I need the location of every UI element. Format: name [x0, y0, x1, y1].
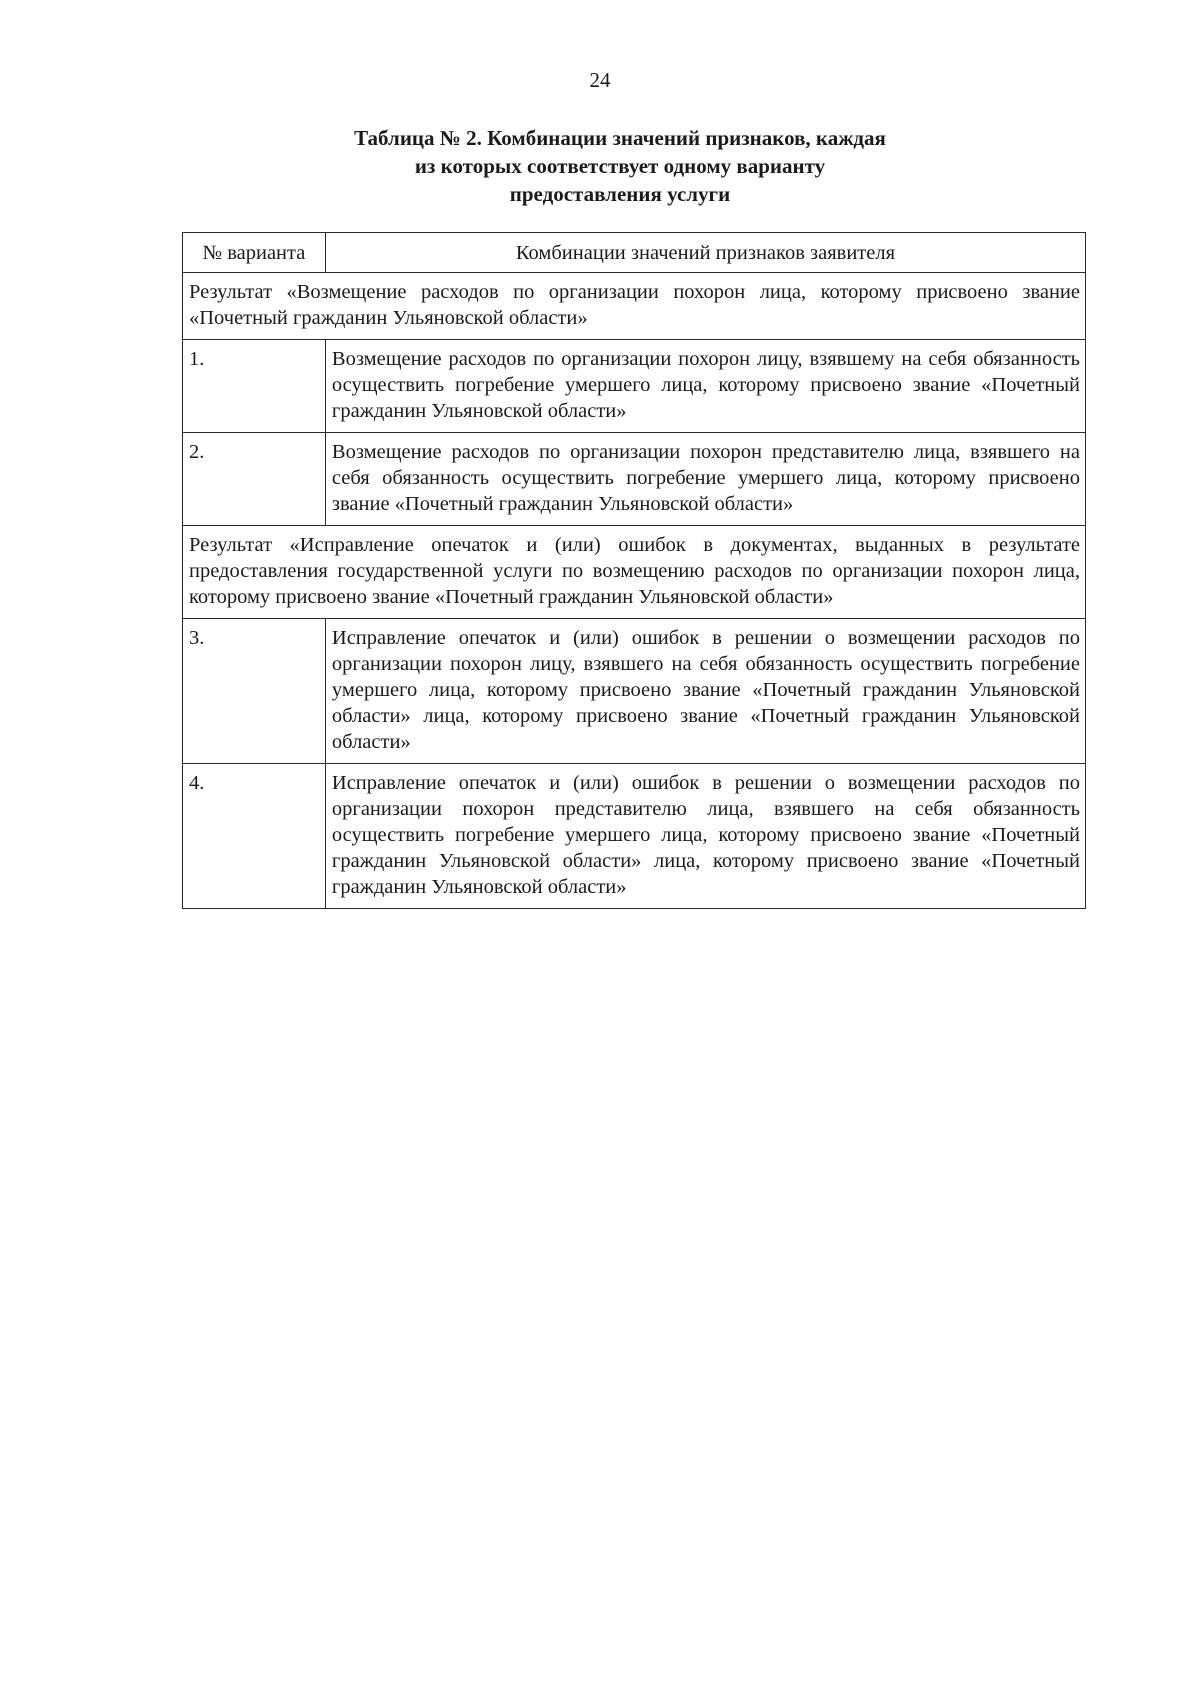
group-result-row [183, 273, 1086, 340]
table-title [170, 124, 1070, 208]
page-number: 24 [589, 68, 611, 92]
table-row [183, 433, 1086, 526]
table-title-line-3: предоставления услуги [509, 182, 731, 206]
group-result-correction: Результат «Исправление опечаток и (или) ошибок в документах, выданных в результате предоставления государственной услуги по возмещению расходов по организации похорон лица, которому присвоено звание «Почетный гражданин Ульяновской области» [183, 526, 1086, 619]
variant-description: Возмещение расходов по организации похорон представителю лица, взявшего на себя обязанность осуществить погребение умершего лица, которому присвоено звание «Почетный гражданин Ульяновской области» [325, 433, 1085, 526]
variants-table [182, 232, 1086, 909]
table-header-row [183, 233, 1086, 273]
table-row [183, 340, 1086, 433]
table-title-line-2: из которых соответствует одному варианту [414, 154, 826, 178]
table-row [183, 764, 1086, 909]
table-title-line-1: Таблица № 2. Комбинации значений признаков, каждая [354, 126, 886, 150]
variant-number: 4. [183, 764, 326, 909]
table-row [183, 619, 1086, 764]
group-result-reimbursement: Результат «Возмещение расходов по организации похорон лица, которому присвоено звание «Почетный гражданин Ульяновской области» [183, 273, 1086, 340]
variant-description: Исправление опечаток и (или) ошибок в решении о возмещении расходов по организации похорон представителю лица, взявшего на себя обязанность осуществить погребение умершего лица, которому присвоено звание «Почетный гражданин Ульяновской области» лица, которому присвоено звание «Почетный гражданин Ульяновской области» [325, 764, 1085, 909]
variant-number: 3. [183, 619, 326, 764]
group-result-row [183, 526, 1086, 619]
variant-description: Возмещение расходов по организации похорон лицу, взявшему на себя обязанность осуществить погребение умершего лица, которому присвоено звание «Почетный гражданин Ульяновской области» [325, 340, 1085, 433]
variant-description: Исправление опечаток и (или) ошибок в решении о возмещении расходов по организации похорон лицу, взявшего на себя обязанность осуществить погребение умершего лица, которому присвоено звание «Почетный гражданин Ульяновской области» лица, которому присвоено звание «Почетный гражданин Ульяновской области» [325, 619, 1085, 764]
header-combinations: Комбинации значений признаков заявителя [325, 233, 1085, 273]
variant-number: 1. [183, 340, 326, 433]
header-variant-number: № варианта [183, 233, 326, 273]
variant-number: 2. [183, 433, 326, 526]
